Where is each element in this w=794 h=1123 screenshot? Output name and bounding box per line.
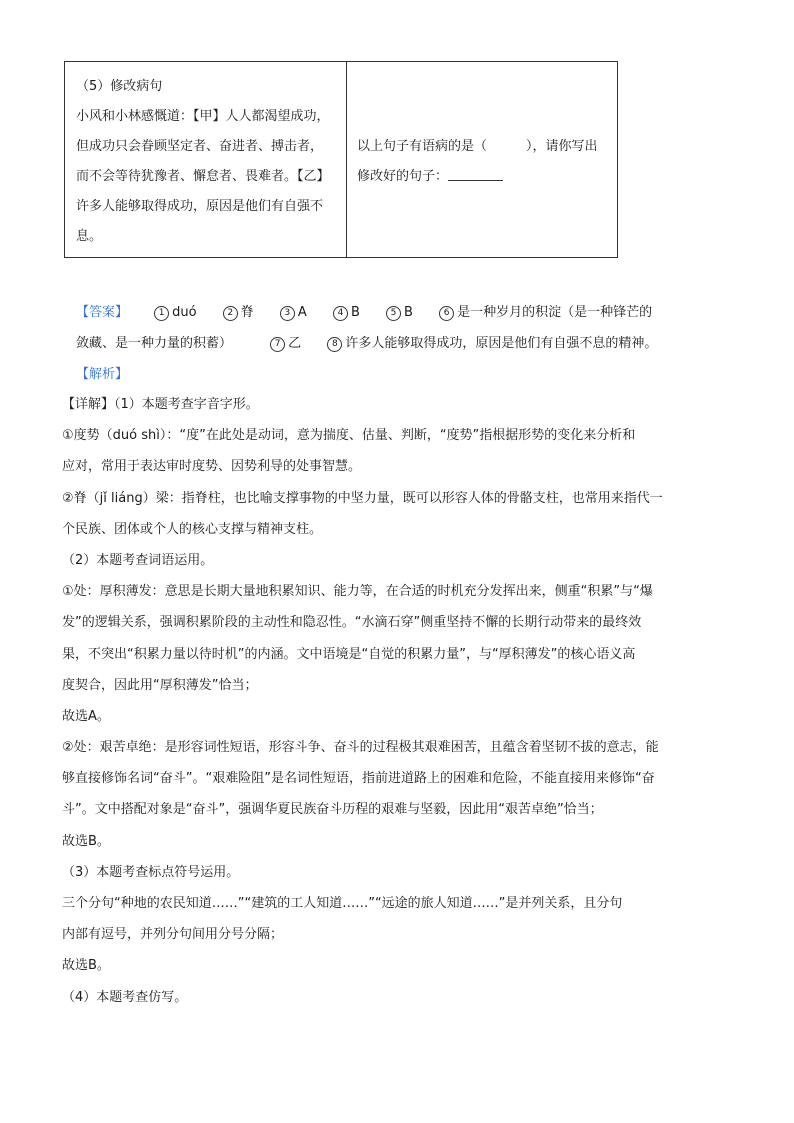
body-line: ②处：艰苦卓绝：是形容词性短语，形容斗争、奋斗的过程极其艰难困苦，且蕴含着坚韧不拔的意志，能 bbox=[62, 740, 659, 756]
answer-item: A bbox=[297, 305, 307, 320]
item-number-badge: 2 bbox=[223, 306, 238, 321]
question-line: 许多人能够取得成功，原因是他们有自强不 bbox=[76, 199, 324, 214]
body-line: （4）本题考查仿写。 bbox=[62, 989, 188, 1005]
answer-item: B bbox=[350, 305, 360, 320]
body-line: 够直接修饰名词“奋斗”。“艰难险阻”是名词性短语，指前进道路上的困难和危险，不能直接用来修饰“奋 bbox=[62, 771, 655, 787]
answer-item: 许多人能够取得成功，原因是他们有自强不息的精神。 bbox=[345, 336, 658, 351]
answer-item: 脊 bbox=[240, 305, 254, 320]
answer-line bbox=[76, 297, 726, 328]
answer-tag: 【答案】 bbox=[76, 305, 129, 320]
task-line: 修改好的句子： bbox=[357, 162, 617, 192]
question-line: （5）修改病句 bbox=[76, 79, 163, 94]
task-line: 以上句子有语病的是（ ），请你写出 bbox=[357, 139, 598, 154]
body-line: ①度势（duó shì）：“度”在此处是动词，意为揣度、估量、判断，“度势”指根据形势的变化来分析和 bbox=[62, 428, 636, 444]
body-line: 度契合，因此用“厚积薄发”恰当； bbox=[62, 677, 258, 693]
question-table bbox=[64, 61, 618, 258]
answer-block bbox=[76, 297, 726, 390]
body-line: 故选B。 bbox=[62, 958, 110, 974]
item-number-badge: 4 bbox=[333, 306, 348, 321]
item-number-badge: 8 bbox=[327, 337, 342, 352]
answer-item: 敛藏、是一种力量的积蓄） bbox=[76, 336, 233, 351]
body-line: 果，不突出“积累力量以待时机”的内涵。文中语境是“自觉的积累力量”，与“厚积薄发”的核心语义高 bbox=[62, 646, 636, 662]
question-cell bbox=[65, 62, 347, 257]
item-number-badge: 5 bbox=[386, 306, 401, 321]
body-line: 故选B。 bbox=[62, 833, 110, 849]
body-line: 应对，常用于表达审时度势、因势利导的处事智慧。 bbox=[62, 459, 362, 475]
answer-line bbox=[76, 328, 726, 359]
task-cell bbox=[347, 62, 617, 257]
answer-blank bbox=[448, 168, 503, 181]
body-line: 斗”。文中搭配对象是“奋斗”，强调华夏民族奋斗历程的艰难与坚毅，因此用“艰苦卓绝”恰当； bbox=[62, 802, 603, 818]
answer-item: duó bbox=[172, 305, 197, 320]
body-line: 内部有逗号，并列分句间用分号分隔； bbox=[62, 927, 284, 943]
question-line: 小风和小林感慨道：【甲】人人都渴望成功， bbox=[76, 109, 330, 124]
body-line: 三个分句“种地的农民知道……”“建筑的工人知道……”“远途的旅人知道……”是并列关系，且分句 bbox=[62, 896, 623, 911]
answer-item: B bbox=[404, 305, 413, 320]
body-line: 故选A。 bbox=[62, 708, 110, 724]
analysis-body bbox=[62, 389, 732, 1013]
body-line: ②脊（jǐ liáng）梁：指脊柱，也比喻支撑事物的中坚力量，既可以形容人体的骨骼支柱，也常用来指代一 bbox=[62, 490, 663, 506]
body-line: 【详解】（1）本题考查字音字形。 bbox=[62, 397, 259, 412]
question-line: 而不会等待犹豫者、懈怠者、畏难者。【乙】 bbox=[76, 169, 330, 184]
body-line: （3）本题考查标点符号运用。 bbox=[62, 864, 240, 880]
answer-item: 乙 bbox=[288, 336, 302, 351]
body-line: ①处：厚积薄发：意思是长期大量地积累知识、能力等，在合适的时机充分发挥出来，侧重“积累”与“爆 bbox=[62, 584, 653, 600]
item-number-badge: 7 bbox=[270, 337, 285, 352]
item-number-badge: 6 bbox=[439, 306, 454, 321]
body-line: 个民族、团体或个人的核心支撑与精神支柱。 bbox=[62, 521, 323, 537]
body-line: 发”的逻辑关系，强调积累阶段的主动性和隐忍性。“水滴石穿”侧重坚持不懈的长期行动带来的最终效 bbox=[62, 615, 642, 631]
analysis-line bbox=[76, 359, 726, 390]
item-number-badge: 1 bbox=[154, 306, 169, 321]
question-line: 但成功只会眷顾坚定者、奋进者、搏击者， bbox=[76, 139, 324, 154]
item-number-badge: 3 bbox=[280, 306, 295, 321]
answer-item: 是一种岁月的积淀（是一种锋芒的 bbox=[457, 305, 653, 320]
question-line: 息。 bbox=[76, 229, 103, 244]
analysis-tag: 【解析】 bbox=[76, 367, 129, 382]
body-line: （2）本题考查词语运用。 bbox=[62, 552, 214, 568]
